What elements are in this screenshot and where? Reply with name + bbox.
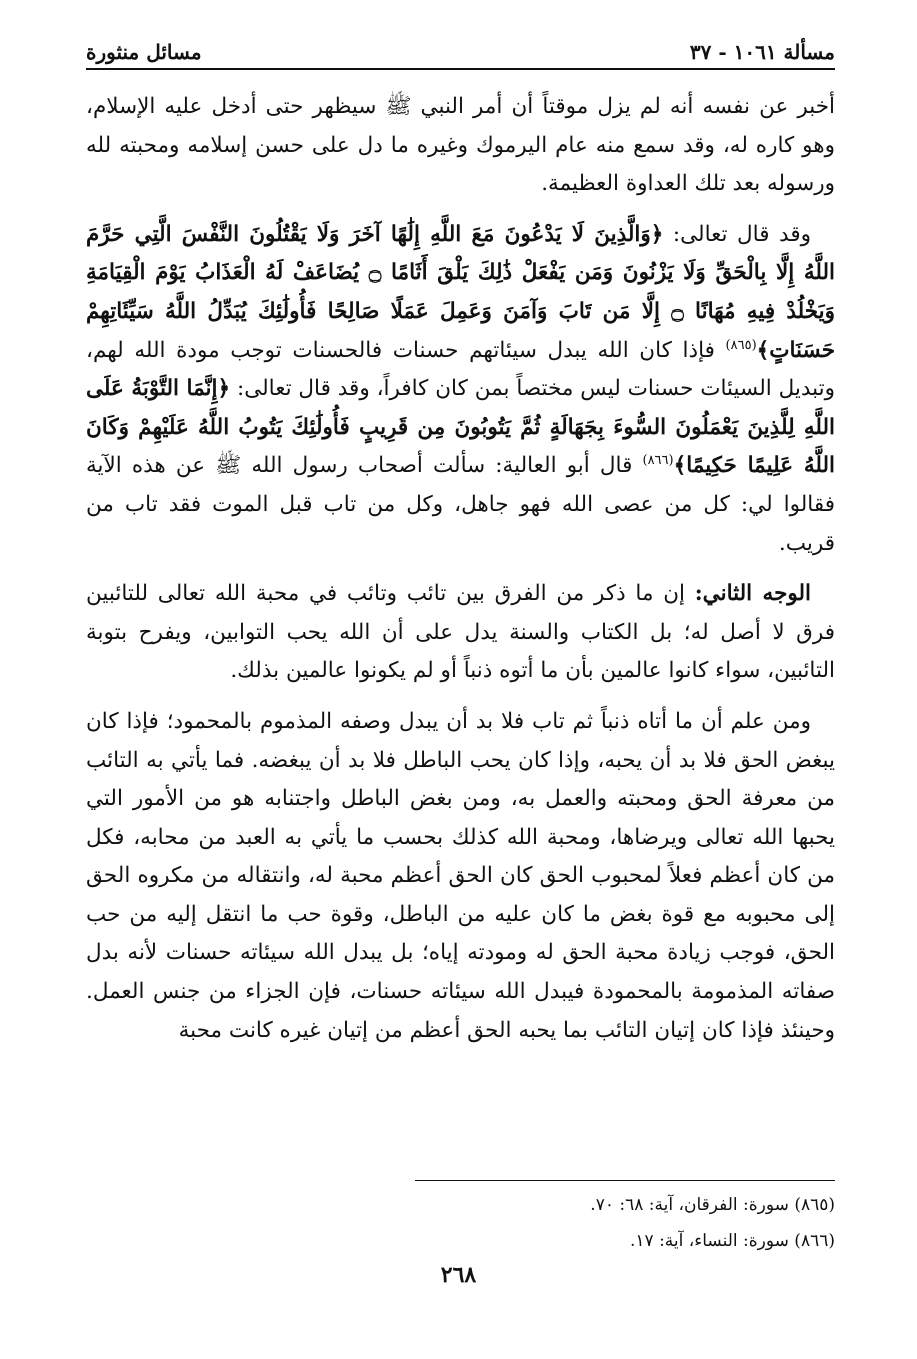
footnote-ref-865: (٨٦٥) <box>725 337 757 353</box>
quran-verse-2: ﴿إِنَّمَا التَّوْبَةُ عَلَى اللَّهِ لِلَّذِينَ يَعْمَلُونَ السُّوءَ بِجَهَالَةٍ ثُمَّ يَتُوبُونَ مِن قَرِيبٍ فَأُولَٰئِكَ يَتُوبُ اللَّهُ عَلَيْهِمْ وَكَانَ اللَّهُ عَلِيمًا حَكِيمًا﴾ <box>86 376 835 479</box>
paragraph-3-text: إن ما ذكر من الفرق بين تائب وتائب في محبة الله تعالى للتائبين فرق لا أصل له؛ بل الكتاب والسنة يدل على أن الله يحب التوابين، ويفرح بتوبة التائبين، سواء كانوا عالمين بأن ما أتوه ذنباً أو لم يكونوا عالمين بذلك. <box>86 581 835 684</box>
paragraph-3 <box>86 575 835 691</box>
quran-verse-1: ﴿وَالَّذِينَ لَا يَدْعُونَ مَعَ اللَّهِ إِلَٰهًا آخَرَ وَلَا يَقْتُلُونَ النَّفْسَ الَّتِي حَرَّمَ اللَّهُ إِلَّا بِالْحَقِّ وَلَا يَزْنُونَ وَمَن يَفْعَلْ ذَٰلِكَ يَلْقَ أَثَامًا ۝ يُضَاعَفْ لَهُ الْعَذَابُ يَوْمَ الْقِيَامَةِ وَيَخْلُدْ فِيهِ مُهَانًا ۝ إِلَّا مَن تَابَ وَآمَنَ وَعَمِلَ عَمَلًا صَالِحًا فَأُولَٰئِكَ يُبَدِّلُ اللَّهُ سَيِّئَاتِهِمْ حَسَنَاتٍ﴾ <box>86 221 836 363</box>
second-aspect-label: الوجه الثاني: <box>694 581 812 607</box>
running-header <box>86 30 835 70</box>
paragraph-4: ومن علم أن ما أتاه ذنباً ثم تاب فلا بد أن يبدل وصفه المذموم بالمحمود؛ فإذا كان يبغض الحق فلا بد أن يحبه، وإذا كان يحب الباطل فلا بد أن يبغضه. فما يأتي به التائب من معرفة الحق ومحبته والعمل به، ومن بغض الباطل واجتنابه هو من الأمور التي يحبها الله تعالى ويرضاها، ومحبة الله كذلك بحسب ما يأتي به العبد من محابه، فكل من كان أعظم فعلاً لمحبوب الحق كان الحق أعظم محبة له، وانتقاله من مكروه الحق إلى محبوبه مع قوة بغض ما كان عليه من الباطل، وقوة حب ما انتقل إليه من حب الحق، فوجب زيادة محبة الحق له ومودته إياه؛ بل يبدل الله سيئاته حسنات لأنه بدل صفاته المذمومة بالمحمودة فيبدل الله سيئاته حسنات، فإن الجزاء من جنس العمل. وحينئذ فإذا كان إتيان التائب بما يحبه الحق أعظم من إتيان غيره كانت محبة <box>86 708 835 1043</box>
header-issue-number: مسألة ١٠٦١ - ٣٧ <box>689 40 835 64</box>
paragraph-2 <box>86 216 835 563</box>
paragraph-2-middle: فإذا كان الله يبدل سيئاتهم حسنات فالحسنات توجب مودة الله لهم، وتبديل السيئات حسنات ليس مختصاً بمن كان كافراً، وقد قال تعالى: <box>86 337 835 402</box>
header-book-title: مسائل منثورة <box>86 40 202 64</box>
footnote-865: (٨٦٥) سورة: الفرقان، آية: ٦٨: ٧٠. <box>590 1195 835 1215</box>
page-number: ٢٦٨ <box>440 1262 477 1288</box>
footnote-866: (٨٦٦) سورة: النساء، آية: ١٧. <box>630 1231 835 1251</box>
main-text <box>86 88 835 1062</box>
footnotes <box>86 1190 835 1262</box>
paragraph-1: أخبر عن نفسه أنه لم يزل موقتاً أن أمر النبي ﷺ سيظهر حتى أدخل عليه الإسلام، وهو كاره له، وقد سمع منه عام اليرموك وغيره ما دل على حسن إسلامه ومحبته لله ورسوله بعد تلك العداوة العظيمة. <box>86 94 835 197</box>
footnote-divider <box>415 1180 835 1181</box>
footnote-ref-866: (٨٦٦) <box>642 453 674 469</box>
paragraph-2-end: قال أبو العالية: سألت أصحاب رسول الله ﷺ عن هذه الآية فقالوا لي: كل من عصى الله فهو جاهل، وكل من تاب قبل الموت فقد تاب من قريب. <box>86 453 835 556</box>
paragraph-2-intro: وقد قال تعالى: <box>663 221 811 247</box>
